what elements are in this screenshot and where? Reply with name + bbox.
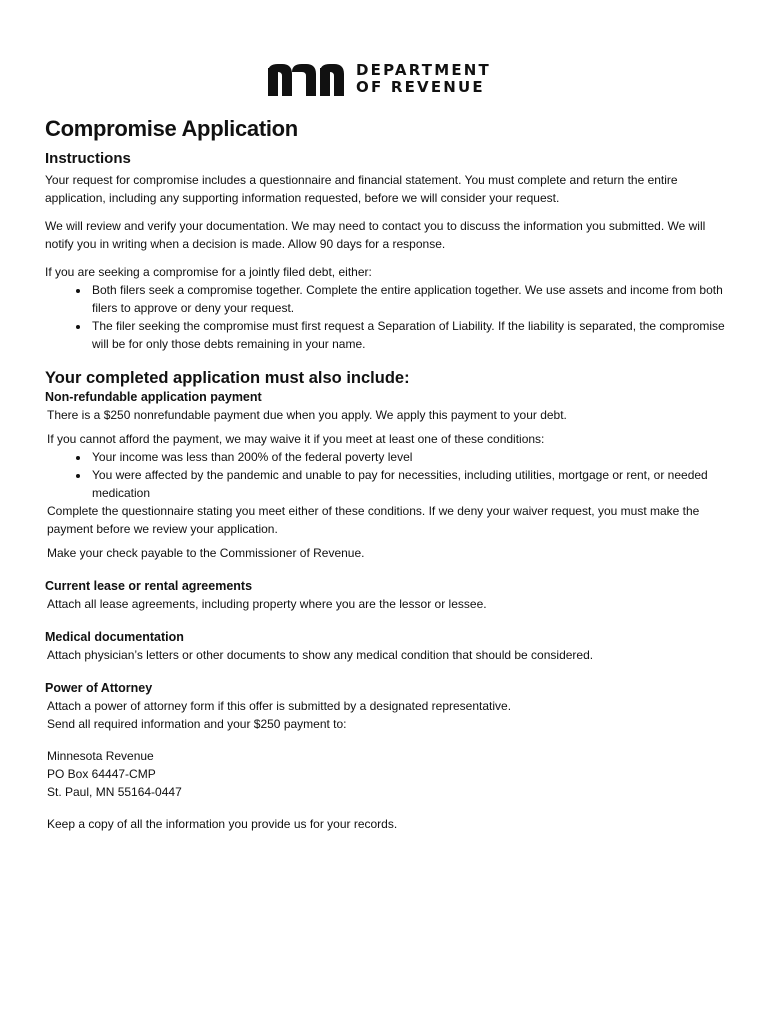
payment-heading: Non-refundable application payment	[45, 390, 262, 404]
mn-revenue-logo	[268, 60, 491, 98]
payment-paragraph-4: Make your check payable to the Commissioner of Revenue.	[47, 546, 365, 560]
medical-text: Attach physician’s letters or other documents to show any medical condition that should be considered.	[47, 648, 594, 662]
poa-text-1: Attach a power of attorney form if this offer is submitted by a designated representative.	[47, 699, 512, 713]
poa-heading: Power of Attorney	[45, 681, 153, 695]
waiver-condition-2: • You were affected by the pandemic and unable to pay for necessities, including utilities, mortgage or rent, or needed medication	[90, 466, 730, 502]
payment-paragraph-1: There is a $250 nonrefundable payment due when you apply. We apply this payment to your debt.	[47, 408, 567, 422]
mailing-address	[45, 747, 730, 801]
lease-text: Attach all lease agreements, including property where you are the lessor or lessee.	[47, 597, 487, 611]
logo-line-1: DEPARTMENT	[356, 61, 491, 79]
document-body	[45, 115, 730, 833]
address-line-2: PO Box 64447-CMP	[47, 767, 156, 781]
logo-line-2: OF REVENUE	[356, 78, 485, 96]
logo-wordmark	[356, 62, 491, 96]
waiver-conditions-list	[45, 448, 730, 502]
poa-text-2: Send all required information and your $250 payment to:	[47, 717, 347, 731]
joint-debt-intro: If you are seeking a compromise for a jointly filed debt, either:	[45, 265, 372, 279]
joint-debt-list	[45, 281, 730, 353]
mn-logo-icon	[268, 62, 346, 96]
instructions-heading: Instructions	[45, 150, 131, 167]
waiver-condition-1: • Your income was less than 200% of the federal poverty level	[90, 448, 730, 466]
records-note: Keep a copy of all the information you provide us for your records.	[47, 817, 398, 831]
payment-paragraph-2: If you cannot afford the payment, we may waive it if you meet at least one of these conditions:	[47, 432, 545, 446]
payment-paragraph-3: Complete the questionnaire stating you meet either of these conditions. If we deny your waiver request, you must make the payment before we review your application.	[47, 504, 700, 536]
instructions-paragraph-2: We will review and verify your documentation. We may need to contact you to discuss the information you submitted. We will notify you in writing when a decision is made. Allow 90 days for a response.	[45, 219, 706, 251]
address-line-1: Minnesota Revenue	[47, 749, 154, 763]
address-line-3: St. Paul, MN 55164-0447	[47, 785, 182, 799]
joint-debt-item-1: • Both filers seek a compromise together. Complete the entire application together. We use assets and income from both filers to approve or deny your request.	[90, 281, 730, 317]
include-heading: Your completed application must also include:	[45, 369, 410, 387]
lease-heading: Current lease or rental agreements	[45, 579, 253, 593]
page-title: Compromise Application	[45, 116, 298, 141]
joint-debt-item-2: • The filer seeking the compromise must first request a Separation of Liability. If the liability is separated, the compromise will be for only those debts remaining in your name.	[90, 317, 730, 353]
medical-heading: Medical documentation	[45, 630, 184, 644]
instructions-paragraph-1: Your request for compromise includes a questionnaire and financial statement. You must complete and return the entire application, including any supporting information requested, before we will consider your request.	[45, 173, 678, 205]
